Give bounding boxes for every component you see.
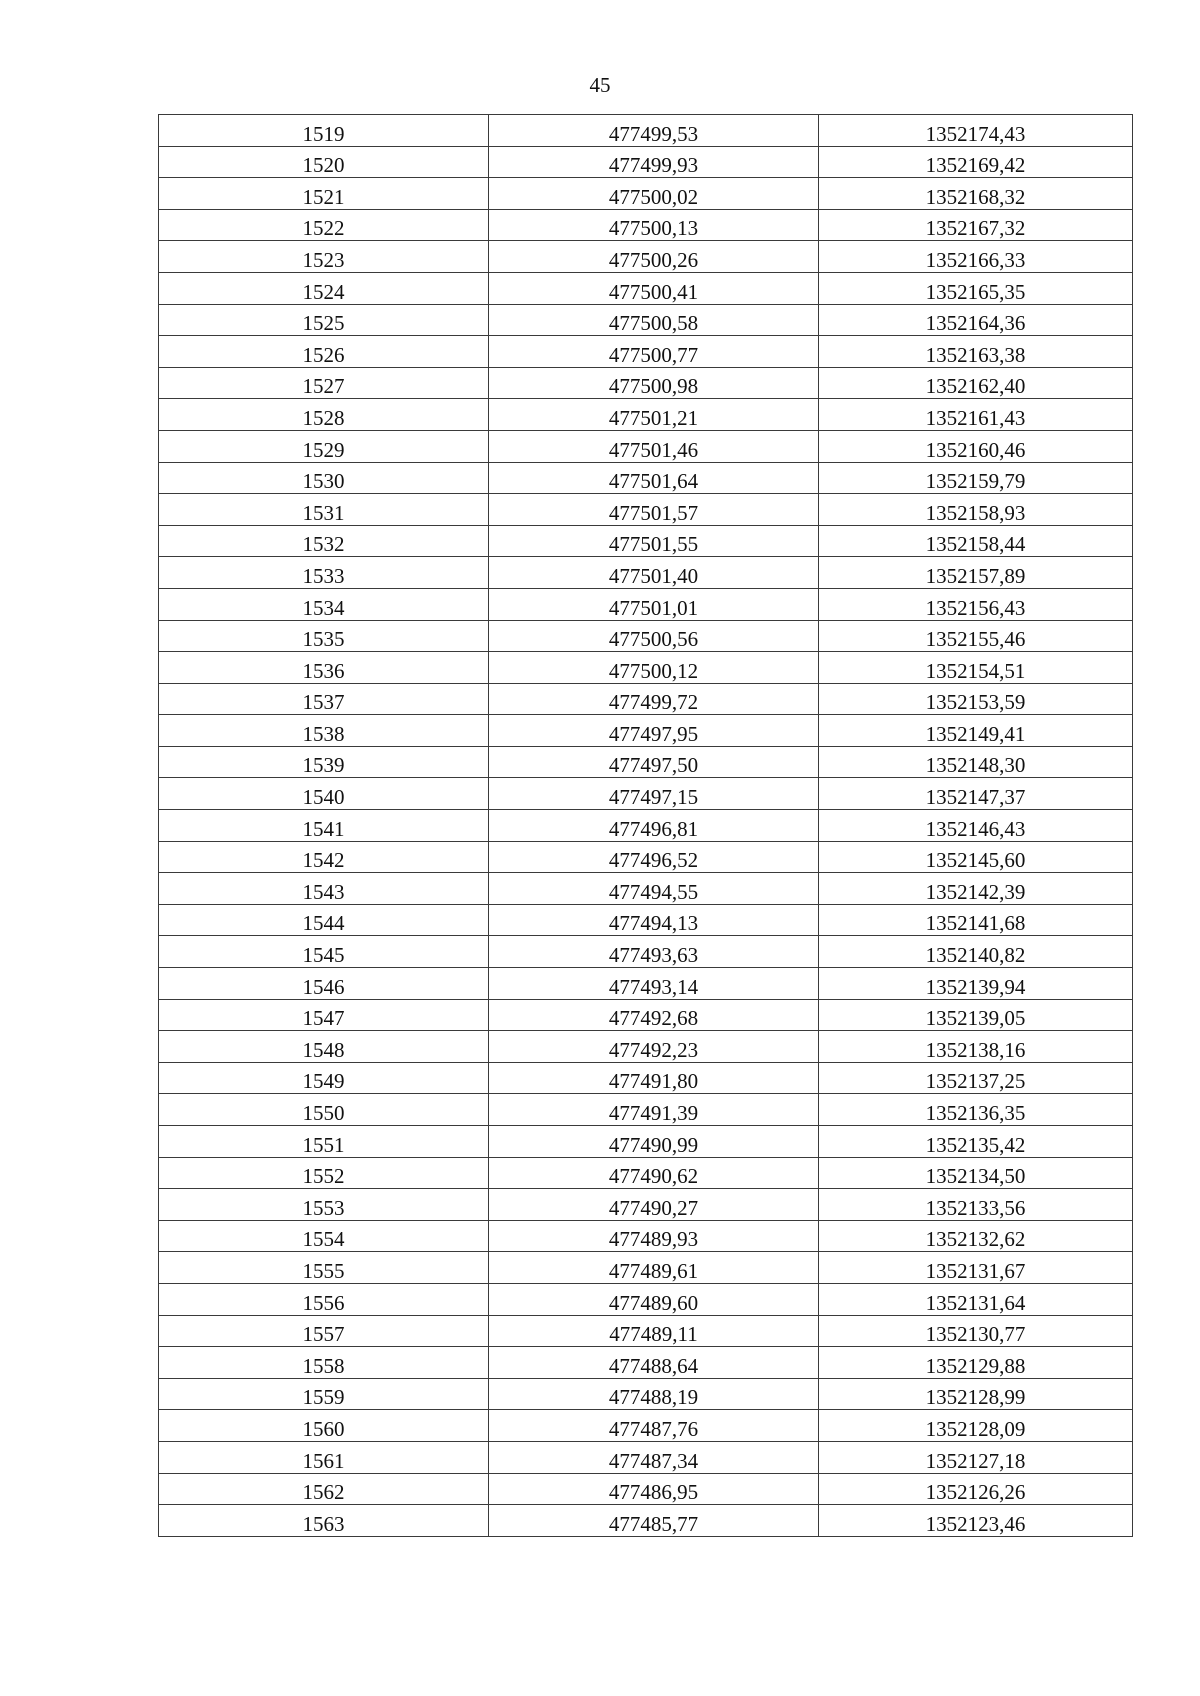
- point-number-cell: 1537: [159, 683, 489, 715]
- x-coordinate-cell: 477489,11: [489, 1315, 819, 1347]
- x-coordinate-cell: 477491,39: [489, 1094, 819, 1126]
- point-number-cell: 1535: [159, 620, 489, 652]
- table-row: [159, 1315, 1133, 1347]
- y-coordinate-cell: 1352142,39: [819, 873, 1133, 905]
- x-coordinate-cell: 477492,23: [489, 1031, 819, 1063]
- table-row: [159, 241, 1133, 273]
- y-coordinate-cell: 1352139,94: [819, 968, 1133, 1000]
- y-coordinate-cell: 1352141,68: [819, 904, 1133, 936]
- point-number-cell: 1534: [159, 588, 489, 620]
- point-number-cell: 1544: [159, 904, 489, 936]
- x-coordinate-cell: 477487,34: [489, 1441, 819, 1473]
- y-coordinate-cell: 1352161,43: [819, 399, 1133, 431]
- y-coordinate-cell: 1352134,50: [819, 1157, 1133, 1189]
- table-row: [159, 1094, 1133, 1126]
- x-coordinate-cell: 477499,93: [489, 146, 819, 178]
- table-row: [159, 746, 1133, 778]
- y-coordinate-cell: 1352129,88: [819, 1347, 1133, 1379]
- point-number-cell: 1561: [159, 1441, 489, 1473]
- point-number-cell: 1529: [159, 430, 489, 462]
- y-coordinate-cell: 1352147,37: [819, 778, 1133, 810]
- point-number-cell: 1524: [159, 272, 489, 304]
- x-coordinate-cell: 477490,62: [489, 1157, 819, 1189]
- table-row: [159, 557, 1133, 589]
- y-coordinate-cell: 1352145,60: [819, 841, 1133, 873]
- y-coordinate-cell: 1352146,43: [819, 810, 1133, 842]
- x-coordinate-cell: 477500,58: [489, 304, 819, 336]
- point-number-cell: 1555: [159, 1252, 489, 1284]
- point-number-cell: 1528: [159, 399, 489, 431]
- y-coordinate-cell: 1352160,46: [819, 430, 1133, 462]
- x-coordinate-cell: 477499,53: [489, 115, 819, 147]
- table-row: [159, 778, 1133, 810]
- y-coordinate-cell: 1352135,42: [819, 1126, 1133, 1158]
- table-row: [159, 304, 1133, 336]
- y-coordinate-cell: 1352126,26: [819, 1473, 1133, 1505]
- x-coordinate-cell: 477500,98: [489, 367, 819, 399]
- point-number-cell: 1560: [159, 1410, 489, 1442]
- point-number-cell: 1540: [159, 778, 489, 810]
- point-number-cell: 1546: [159, 968, 489, 1000]
- y-coordinate-cell: 1352158,44: [819, 525, 1133, 557]
- point-number-cell: 1551: [159, 1126, 489, 1158]
- y-coordinate-cell: 1352136,35: [819, 1094, 1133, 1126]
- y-coordinate-cell: 1352140,82: [819, 936, 1133, 968]
- point-number-cell: 1563: [159, 1505, 489, 1537]
- x-coordinate-cell: 477496,52: [489, 841, 819, 873]
- x-coordinate-cell: 477485,77: [489, 1505, 819, 1537]
- point-number-cell: 1548: [159, 1031, 489, 1063]
- table-row: [159, 1347, 1133, 1379]
- x-coordinate-cell: 477487,76: [489, 1410, 819, 1442]
- y-coordinate-cell: 1352163,38: [819, 336, 1133, 368]
- y-coordinate-cell: 1352169,42: [819, 146, 1133, 178]
- y-coordinate-cell: 1352130,77: [819, 1315, 1133, 1347]
- table-row: [159, 1157, 1133, 1189]
- table-row: [159, 1505, 1133, 1537]
- point-number-cell: 1562: [159, 1473, 489, 1505]
- table-row: [159, 1441, 1133, 1473]
- x-coordinate-cell: 477493,14: [489, 968, 819, 1000]
- x-coordinate-cell: 477497,95: [489, 715, 819, 747]
- point-number-cell: 1556: [159, 1283, 489, 1315]
- table-row: [159, 1283, 1133, 1315]
- x-coordinate-cell: 477501,01: [489, 588, 819, 620]
- y-coordinate-cell: 1352168,32: [819, 178, 1133, 210]
- point-number-cell: 1536: [159, 652, 489, 684]
- y-coordinate-cell: 1352131,67: [819, 1252, 1133, 1284]
- y-coordinate-cell: 1352149,41: [819, 715, 1133, 747]
- page-number: 45: [589, 73, 611, 97]
- point-number-cell: 1545: [159, 936, 489, 968]
- x-coordinate-cell: 477500,26: [489, 241, 819, 273]
- coordinates-table-body: [159, 115, 1133, 1537]
- x-coordinate-cell: 477494,13: [489, 904, 819, 936]
- x-coordinate-cell: 477500,13: [489, 209, 819, 241]
- y-coordinate-cell: 1352174,43: [819, 115, 1133, 147]
- table-row: [159, 494, 1133, 526]
- point-number-cell: 1520: [159, 146, 489, 178]
- x-coordinate-cell: 477486,95: [489, 1473, 819, 1505]
- table-row: [159, 715, 1133, 747]
- table-row: [159, 968, 1133, 1000]
- y-coordinate-cell: 1352133,56: [819, 1189, 1133, 1221]
- table-row: [159, 1126, 1133, 1158]
- table-row: [159, 841, 1133, 873]
- table-row: [159, 873, 1133, 905]
- point-number-cell: 1530: [159, 462, 489, 494]
- point-number-cell: 1552: [159, 1157, 489, 1189]
- y-coordinate-cell: 1352166,33: [819, 241, 1133, 273]
- x-coordinate-cell: 477499,72: [489, 683, 819, 715]
- table-row: [159, 1252, 1133, 1284]
- y-coordinate-cell: 1352153,59: [819, 683, 1133, 715]
- point-number-cell: 1558: [159, 1347, 489, 1379]
- table-row: [159, 999, 1133, 1031]
- table-row: [159, 936, 1133, 968]
- x-coordinate-cell: 477489,60: [489, 1283, 819, 1315]
- x-coordinate-cell: 477493,63: [489, 936, 819, 968]
- y-coordinate-cell: 1352131,64: [819, 1283, 1133, 1315]
- x-coordinate-cell: 477496,81: [489, 810, 819, 842]
- table-row: [159, 525, 1133, 557]
- table-row: [159, 810, 1133, 842]
- point-number-cell: 1541: [159, 810, 489, 842]
- point-number-cell: 1554: [159, 1220, 489, 1252]
- point-number-cell: 1526: [159, 336, 489, 368]
- point-number-cell: 1557: [159, 1315, 489, 1347]
- table-row: [159, 1031, 1133, 1063]
- table-row: [159, 1378, 1133, 1410]
- table-row: [159, 1410, 1133, 1442]
- point-number-cell: 1539: [159, 746, 489, 778]
- point-number-cell: 1543: [159, 873, 489, 905]
- y-coordinate-cell: 1352128,09: [819, 1410, 1133, 1442]
- x-coordinate-cell: 477500,77: [489, 336, 819, 368]
- y-coordinate-cell: 1352127,18: [819, 1441, 1133, 1473]
- coordinates-table: [158, 114, 1133, 1537]
- table-row: [159, 1062, 1133, 1094]
- y-coordinate-cell: 1352156,43: [819, 588, 1133, 620]
- x-coordinate-cell: 477501,57: [489, 494, 819, 526]
- table-row: [159, 1189, 1133, 1221]
- point-number-cell: 1532: [159, 525, 489, 557]
- point-number-cell: 1547: [159, 999, 489, 1031]
- y-coordinate-cell: 1352165,35: [819, 272, 1133, 304]
- table-row: [159, 209, 1133, 241]
- x-coordinate-cell: 477497,50: [489, 746, 819, 778]
- table-row: [159, 904, 1133, 936]
- x-coordinate-cell: 477500,12: [489, 652, 819, 684]
- table-row: [159, 620, 1133, 652]
- point-number-cell: 1523: [159, 241, 489, 273]
- y-coordinate-cell: 1352139,05: [819, 999, 1133, 1031]
- point-number-cell: 1549: [159, 1062, 489, 1094]
- y-coordinate-cell: 1352132,62: [819, 1220, 1133, 1252]
- x-coordinate-cell: 477500,56: [489, 620, 819, 652]
- point-number-cell: 1559: [159, 1378, 489, 1410]
- x-coordinate-cell: 477488,19: [489, 1378, 819, 1410]
- x-coordinate-cell: 477494,55: [489, 873, 819, 905]
- y-coordinate-cell: 1352137,25: [819, 1062, 1133, 1094]
- table-row: [159, 652, 1133, 684]
- y-coordinate-cell: 1352159,79: [819, 462, 1133, 494]
- point-number-cell: 1527: [159, 367, 489, 399]
- y-coordinate-cell: 1352155,46: [819, 620, 1133, 652]
- table-row: [159, 462, 1133, 494]
- x-coordinate-cell: 477489,61: [489, 1252, 819, 1284]
- y-coordinate-cell: 1352158,93: [819, 494, 1133, 526]
- x-coordinate-cell: 477490,27: [489, 1189, 819, 1221]
- x-coordinate-cell: 477491,80: [489, 1062, 819, 1094]
- point-number-cell: 1533: [159, 557, 489, 589]
- x-coordinate-cell: 477500,41: [489, 272, 819, 304]
- table-row: [159, 430, 1133, 462]
- table-row: [159, 336, 1133, 368]
- y-coordinate-cell: 1352164,36: [819, 304, 1133, 336]
- table-row: [159, 1473, 1133, 1505]
- point-number-cell: 1553: [159, 1189, 489, 1221]
- y-coordinate-cell: 1352123,46: [819, 1505, 1133, 1537]
- table-row: [159, 146, 1133, 178]
- y-coordinate-cell: 1352138,16: [819, 1031, 1133, 1063]
- y-coordinate-cell: 1352162,40: [819, 367, 1133, 399]
- point-number-cell: 1542: [159, 841, 489, 873]
- point-number-cell: 1522: [159, 209, 489, 241]
- point-number-cell: 1550: [159, 1094, 489, 1126]
- table-row: [159, 399, 1133, 431]
- x-coordinate-cell: 477501,64: [489, 462, 819, 494]
- table-row: [159, 178, 1133, 210]
- table-row: [159, 115, 1133, 147]
- x-coordinate-cell: 477501,46: [489, 430, 819, 462]
- table-row: [159, 1220, 1133, 1252]
- y-coordinate-cell: 1352167,32: [819, 209, 1133, 241]
- table-row: [159, 683, 1133, 715]
- x-coordinate-cell: 477490,99: [489, 1126, 819, 1158]
- x-coordinate-cell: 477500,02: [489, 178, 819, 210]
- table-row: [159, 272, 1133, 304]
- x-coordinate-cell: 477489,93: [489, 1220, 819, 1252]
- point-number-cell: 1519: [159, 115, 489, 147]
- x-coordinate-cell: 477492,68: [489, 999, 819, 1031]
- y-coordinate-cell: 1352157,89: [819, 557, 1133, 589]
- x-coordinate-cell: 477497,15: [489, 778, 819, 810]
- point-number-cell: 1531: [159, 494, 489, 526]
- x-coordinate-cell: 477501,55: [489, 525, 819, 557]
- y-coordinate-cell: 1352128,99: [819, 1378, 1133, 1410]
- table-row: [159, 367, 1133, 399]
- y-coordinate-cell: 1352154,51: [819, 652, 1133, 684]
- y-coordinate-cell: 1352148,30: [819, 746, 1133, 778]
- point-number-cell: 1525: [159, 304, 489, 336]
- point-number-cell: 1521: [159, 178, 489, 210]
- x-coordinate-cell: 477501,40: [489, 557, 819, 589]
- x-coordinate-cell: 477501,21: [489, 399, 819, 431]
- point-number-cell: 1538: [159, 715, 489, 747]
- x-coordinate-cell: 477488,64: [489, 1347, 819, 1379]
- table-row: [159, 588, 1133, 620]
